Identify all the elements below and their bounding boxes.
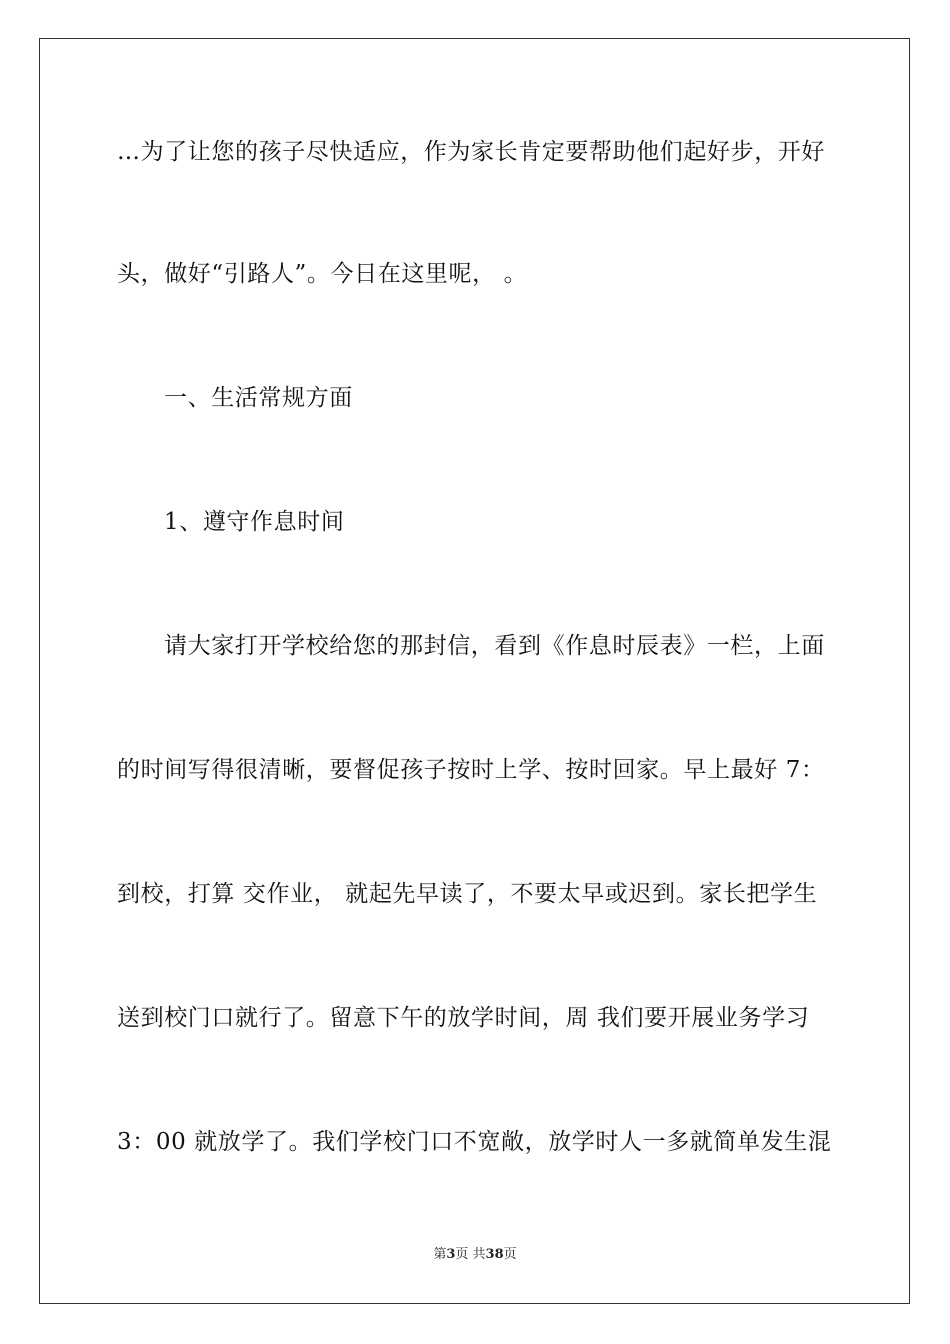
total-page-number: 38 <box>485 1247 504 1262</box>
footer-suffix: 页 <box>503 1247 517 1262</box>
section-heading: 一、生活常规方面 <box>164 385 353 411</box>
body-line-1: …为了让您的孩子尽快适应，作为家长肯定要帮助他们起好步，开好 <box>117 139 825 165</box>
current-page-number: 3 <box>446 1247 456 1262</box>
body-line-6: 的时间写得很清晰，要督促孩子按时上学、按时回家。早上最好 7： <box>117 757 825 783</box>
body-line-7: 到校，打算 交作业， 就起先早读了，不要太早或迟到。家长把学生 <box>117 881 818 907</box>
subsection-heading: 1、遵守作息时间 <box>164 509 345 535</box>
page-border <box>39 38 910 1304</box>
body-line-2: 头，做好“引路人”。今日在这里呢， 。 <box>117 261 528 287</box>
page-footer <box>0 1246 950 1264</box>
body-line-8: 送到校门口就行了。留意下午的放学时间，周 我们要开展业务学习 <box>117 1005 810 1031</box>
footer-prefix: 第 <box>433 1247 447 1262</box>
footer-mid: 页 共 <box>455 1247 486 1262</box>
body-line-5: 请大家打开学校给您的那封信，看到《作息时辰表》一栏，上面 <box>164 633 825 659</box>
body-line-9: 3：00 就放学了。我们学校门口不宽敞，放学时人一多就简单发生混 <box>117 1129 832 1155</box>
